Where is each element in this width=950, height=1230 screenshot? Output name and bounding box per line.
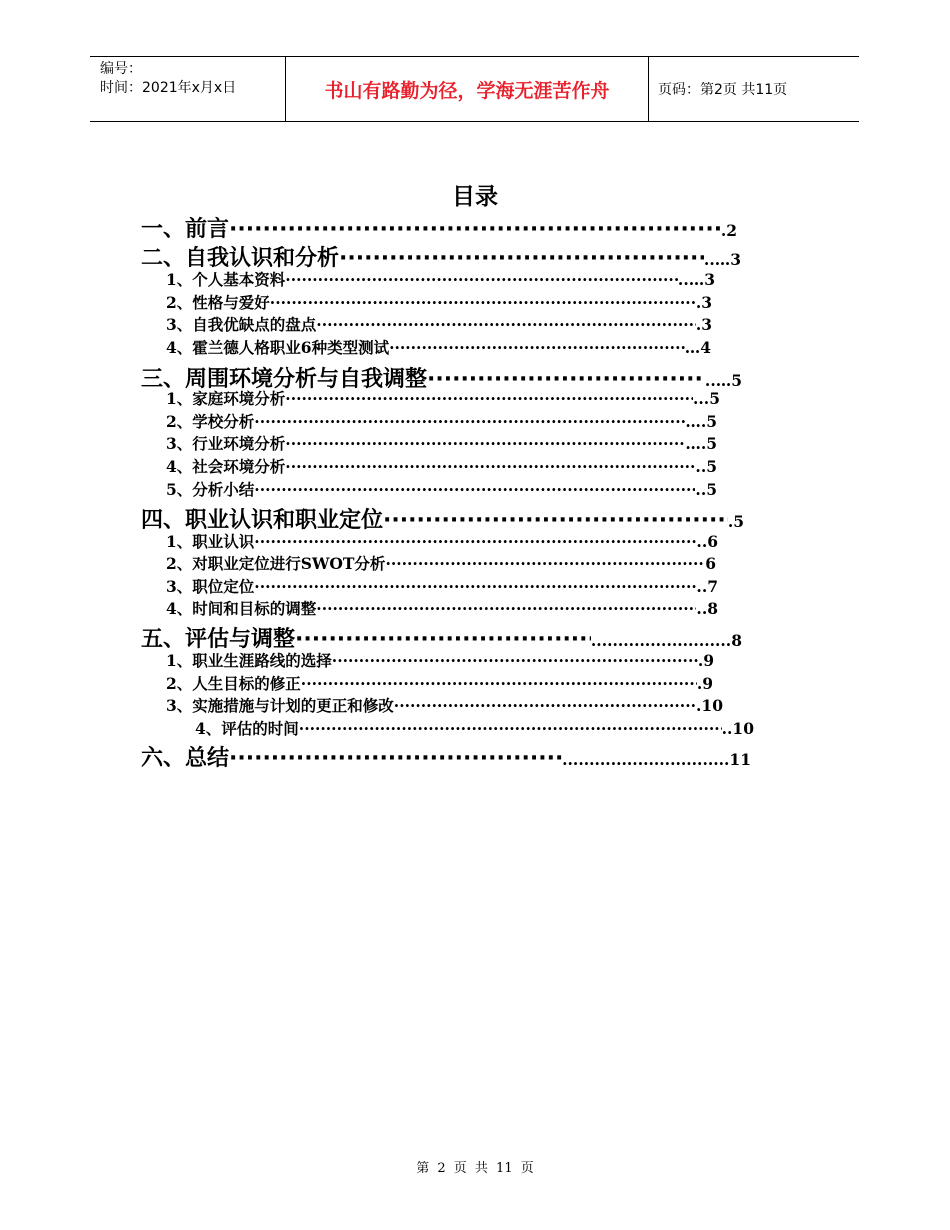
toc-entry-title: 4、评估的时间 [195, 719, 299, 738]
toc-dot-leader [285, 389, 693, 408]
toc-entry-title: 2、人生目标的修正 [166, 674, 301, 693]
toc-section-entry[interactable] [166, 313, 712, 335]
toc-dot-leader [254, 480, 695, 499]
toc-section-entry[interactable] [166, 336, 711, 358]
toc-entry-title: 1、家庭环境分析 [166, 389, 286, 408]
toc-entry-page: ..…3 [677, 270, 715, 289]
toc-chapter-entry[interactable] [141, 241, 741, 269]
toc-entry-title: 3、自我优缺点的盘点 [166, 315, 317, 334]
toc-entry-title: 5、分析小结 [166, 480, 255, 499]
toc-dot-leader [254, 577, 696, 596]
toc-dot-leader [385, 554, 705, 573]
toc-entry-page: ..6 [696, 532, 718, 551]
toc-entry-page: 6 [705, 554, 716, 573]
toc-entry-page: ..…3 [703, 250, 741, 269]
toc-entry-title: 四、职业认识和职业定位 [141, 508, 384, 531]
toc-entry-title: 4、霍兰德人格职业6种类型测试 [166, 338, 390, 357]
toc-entry-page: .3 [695, 293, 712, 312]
toc-entry-page: ...5 [693, 389, 720, 408]
toc-dot-leader [254, 412, 685, 431]
toc-dot-leader [301, 674, 697, 693]
toc-entry-title: 五、评估与调整 [141, 627, 296, 650]
toc-entry-page: ...............................11 [562, 750, 751, 769]
toc-entry-title: 一、前言 [141, 217, 230, 240]
toc-section-entry[interactable] [166, 575, 718, 597]
toc-dot-leader [229, 217, 721, 240]
toc-entry-page: ..7 [696, 577, 718, 596]
toc-chapter-entry[interactable] [141, 622, 742, 650]
toc-entry-page: .5 [727, 512, 744, 531]
page-footer: 第 2 页 共 11 页 [416, 1161, 534, 1176]
toc-entry-title: 3、实施措施与计划的更正和修改 [166, 696, 394, 715]
toc-section-entry[interactable] [166, 649, 714, 671]
toc-entry-page: …4 [684, 338, 711, 357]
toc-entry-title: 1、个人基本资料 [166, 270, 286, 289]
toc-entry-title: 2、学校分析 [166, 412, 255, 431]
toc-section-entry[interactable] [166, 672, 713, 694]
toc-entry-page: ..…5 [704, 371, 742, 390]
toc-entry-page: ..5 [695, 457, 717, 476]
toc-dot-leader [389, 338, 685, 357]
toc-chapter-entry[interactable] [141, 212, 737, 240]
toc-entry-title: 1、职业认识 [166, 532, 255, 551]
toc-dot-leader [270, 293, 696, 312]
toc-dot-leader [229, 746, 562, 769]
header-info-cell [90, 57, 286, 121]
document-header [90, 56, 859, 122]
toc-section-entry[interactable] [166, 268, 715, 290]
header-number-label: 编号： [100, 61, 142, 77]
toc-dot-leader [254, 532, 696, 551]
toc-section-entry[interactable] [166, 387, 720, 409]
toc-chapter-entry[interactable] [141, 741, 751, 769]
toc-title: 目录 [452, 184, 498, 210]
header-time-label: 时间：2021年x月x日 [100, 80, 237, 96]
toc-entry-title: 2、对职业定位进行SWOT分析 [166, 554, 386, 573]
toc-section-entry[interactable] [166, 552, 716, 574]
header-motto: 书山有路勤为径，学海无涯苦作舟 [286, 57, 649, 121]
toc-entry-title: 二、自我认识和分析 [141, 246, 340, 269]
toc-section-entry[interactable] [195, 717, 754, 739]
toc-chapter-entry[interactable] [141, 503, 744, 531]
toc-entry-title: 3、行业环境分析 [166, 434, 286, 453]
toc-section-entry[interactable] [166, 694, 723, 716]
toc-entry-title: 三、周围环境分析与自我调整 [141, 367, 428, 390]
toc-entry-page: ..5 [695, 480, 717, 499]
toc-dot-leader [383, 508, 728, 531]
header-page-label: 页码：第2页 共11页 [658, 82, 788, 98]
toc-section-entry[interactable] [166, 432, 717, 454]
toc-dot-leader [285, 457, 695, 476]
toc-entry-page: ….5 [685, 434, 717, 453]
toc-entry-page: .9 [697, 651, 714, 670]
toc-entry-page: .3 [695, 315, 712, 334]
toc-entry-page: .10 [696, 696, 723, 715]
toc-entry-title: 4、时间和目标的调整 [166, 599, 317, 618]
toc-entry-page: .2 [720, 221, 737, 240]
toc-dot-leader [295, 627, 591, 650]
toc-dot-leader [316, 599, 696, 618]
toc-section-entry[interactable] [166, 291, 712, 313]
toc-dot-leader [285, 434, 685, 453]
toc-entry-title: 1、职业生涯路线的选择 [166, 651, 332, 670]
toc-dot-leader [316, 315, 696, 334]
toc-section-entry[interactable] [166, 478, 717, 500]
toc-entry-page: ..8 [696, 599, 718, 618]
toc-entry-page: .9 [696, 674, 713, 693]
toc-section-entry[interactable] [166, 530, 718, 552]
toc-chapter-entry[interactable] [141, 362, 742, 390]
toc-dot-leader [299, 719, 722, 738]
toc-dot-leader [339, 246, 704, 269]
toc-dot-leader [394, 696, 696, 715]
toc-entry-title: 4、社会环境分析 [166, 457, 286, 476]
toc-section-entry[interactable] [166, 597, 718, 619]
toc-section-entry[interactable] [166, 455, 717, 477]
toc-entry-title: 3、职位定位 [166, 577, 255, 596]
toc-dot-leader [332, 651, 698, 670]
toc-entry-title: 2、性格与爱好 [166, 293, 270, 312]
toc-entry-page: ….5 [685, 412, 717, 431]
toc-dot-leader [285, 270, 678, 289]
toc-entry-title: 六、总结 [141, 746, 230, 769]
toc-entry-page: ..10 [721, 719, 754, 738]
toc-section-entry[interactable] [166, 410, 717, 432]
toc-entry-page: ..........................8 [590, 631, 742, 650]
